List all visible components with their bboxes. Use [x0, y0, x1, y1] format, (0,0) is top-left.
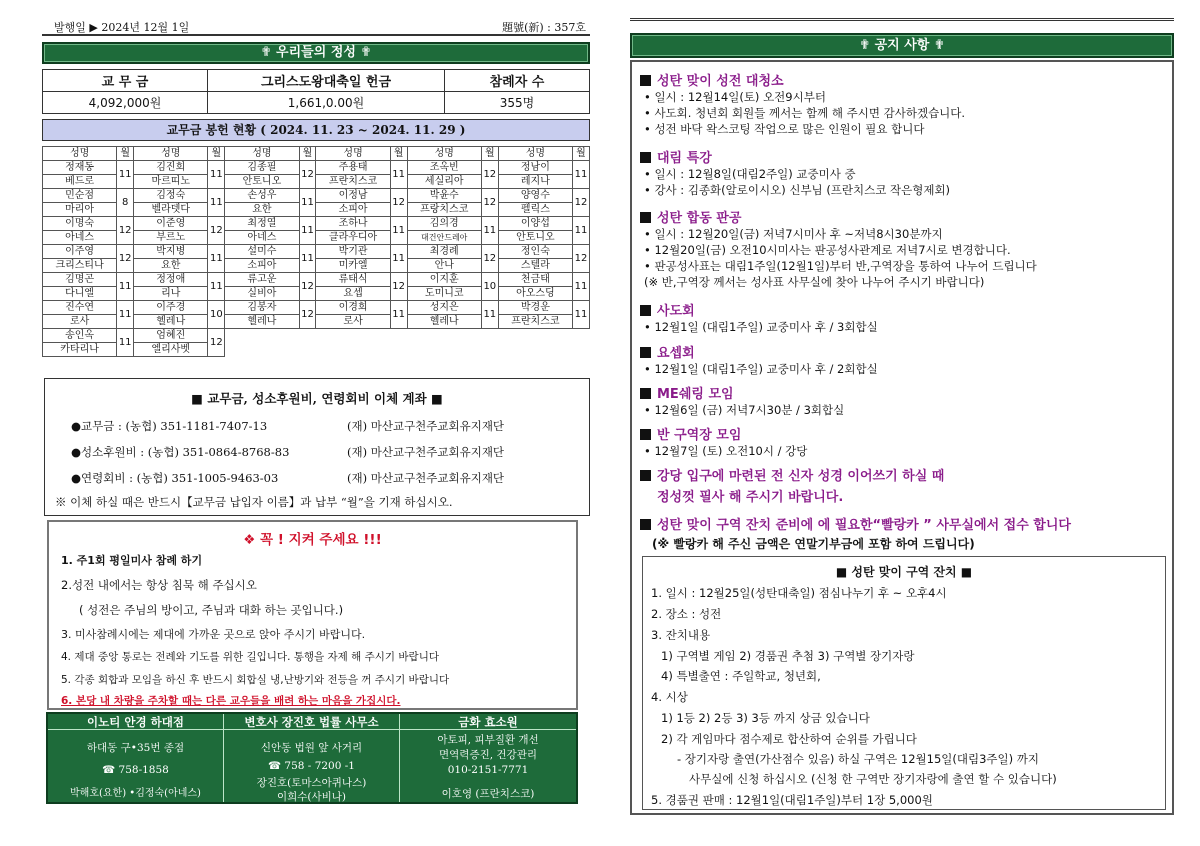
- square-bullet-icon: [640, 429, 651, 440]
- dues-baptismal-name: 프란치스코: [498, 315, 572, 329]
- dues-name: 이정남: [316, 189, 390, 203]
- dues-month: 11: [390, 245, 407, 273]
- feast-line: 1. 일시 : 12월25일(성탄대축일) 점심나누기 후 ~ 오후4시: [651, 586, 947, 600]
- dues-name: 정인숙: [498, 245, 572, 259]
- accounts-title: ■ 교무금, 성소후원비, 연령회비 이체 계좌 ■: [191, 391, 443, 406]
- feast-box: [642, 556, 1166, 810]
- ads-box: [46, 712, 578, 804]
- account-owner: (재) 마산교구천주교회유지재단: [347, 471, 505, 485]
- ad-line: 장진호(토마스아퀴나스): [256, 777, 367, 789]
- notice-line: (※ 빨랑카 해 주신 금액은 연말기부금에 포함 하여 드립니다): [652, 537, 975, 551]
- dues-month: 12: [208, 217, 225, 245]
- feast-line: 2. 장소 : 성전: [651, 607, 722, 621]
- dues-name: 김봉자: [225, 301, 299, 315]
- notice-line: • 일시 : 12월14일(토) 오전9시부터: [644, 90, 826, 104]
- dues-month: 12: [481, 245, 498, 273]
- dues-name: 정정애: [134, 273, 208, 287]
- notice-section-title: ME쉐링 모임: [657, 387, 734, 402]
- dues-baptismal-name: 안토니오: [225, 175, 299, 189]
- rule-item: 5. 각종 회합과 모임을 하신 후 반드시 회합실 냉,난방기와 전등을 꺼 주시기 바랍니다: [61, 674, 450, 686]
- dues-name: 이양섭: [498, 217, 572, 231]
- notice-section: [640, 465, 944, 505]
- dues-name: 류고운: [225, 273, 299, 287]
- rule-item: ( 성전은 주님의 방이고, 주님과 대화 하는 곳입니다.): [79, 603, 344, 617]
- dues-baptismal-name: 요한: [134, 259, 208, 273]
- notice-section-title: 성탄 맞이 성전 대청소: [657, 74, 784, 89]
- square-bullet-icon: [640, 212, 651, 223]
- dues-baptismal-name: 벨라뎃다: [134, 203, 208, 217]
- dues-baptismal-name: 로사: [43, 315, 117, 329]
- dues-baptismal-name: 마리아: [43, 203, 117, 217]
- dues-name: 류태식: [316, 273, 390, 287]
- dues-name: 이명숙: [43, 217, 117, 231]
- ad-line: 면역력증진, 건강관리: [439, 749, 537, 761]
- dues-month: 11: [117, 273, 134, 301]
- dues-empty: [225, 329, 590, 357]
- ad-line: 010-2151-7771: [447, 764, 529, 776]
- rules-title: ❖ 꼭 ! 지켜 주세요 !!!: [243, 532, 382, 548]
- ad-line: 하대동 구•35번 종점: [86, 742, 185, 754]
- dues-baptismal-name: 프랑치스코: [407, 203, 481, 217]
- dues-month: 11: [481, 217, 498, 245]
- dues-name: 설미수: [225, 245, 299, 259]
- dues-month: 11: [117, 301, 134, 329]
- dues-name: 이주경: [134, 301, 208, 315]
- dues-name: 손성우: [225, 189, 299, 203]
- notice-line: (※ 반,구역장 께서는 성사표 사무실에 찾아 나누어 주시기 바랍니다): [644, 275, 985, 289]
- ad-line: 이희수(사비나): [276, 791, 347, 803]
- feast-line: 2) 각 게임마다 점수제로 합산하여 순위를 가립니다: [661, 732, 917, 746]
- notice-title: ✟ 공지 사항 ✟: [630, 33, 1174, 58]
- notice-line: • 12월1일 (대림1주일) 교중미사 후 / 2회합실: [644, 362, 878, 376]
- dues-name: 엄혜진: [134, 329, 208, 343]
- dues-baptismal-name: 펠릭스: [498, 203, 572, 217]
- dues-name: 김진희: [134, 161, 208, 175]
- notice-section-title: 성탄 합동 판공: [657, 211, 742, 226]
- dues-col-name: 성명: [316, 147, 390, 161]
- notice-section-title: 정성껏 필사 해 주시기 바랍니다.: [657, 490, 844, 505]
- feast-line: 4) 특별출연 : 주일학교, 청년회,: [661, 669, 821, 683]
- notice-line: • 12월6일 (금) 저녁7시30분 / 3회합실: [644, 403, 845, 417]
- square-bullet-icon: [640, 388, 651, 399]
- rules-box: [47, 520, 578, 710]
- dues-baptismal-name: 크리스티나: [43, 259, 117, 273]
- dues-baptismal-name: 안토니오: [498, 231, 572, 245]
- dues-baptismal-name: 아오스딩: [498, 287, 572, 301]
- dues-name: 양영수: [498, 189, 572, 203]
- dues-baptismal-name: 마르띠노: [134, 175, 208, 189]
- dues-month: 11: [299, 189, 316, 217]
- dues-baptismal-name: 미카엘: [316, 259, 390, 273]
- dues-baptismal-name: 스텔라: [498, 259, 572, 273]
- notice-line: • 12월7일 (토) 오전10시 / 강당: [644, 444, 808, 458]
- notice-section-title: 강당 입구에 마련된 전 신자 성경 이어쓰기 하실 때: [657, 469, 945, 484]
- notice-section: [640, 147, 950, 198]
- dues-col-name: 성명: [498, 147, 572, 161]
- dues-col-name: 성명: [43, 147, 117, 161]
- dues-month: 11: [481, 301, 498, 329]
- ad-law: [224, 714, 400, 802]
- dues-baptismal-name: 헬레나: [407, 315, 481, 329]
- dues-month: 11: [572, 161, 589, 189]
- accounts-note: ※ 이체 하실 때은 반드시【교무금 납입자 이름】과 납부 “월”을 기재 하십시오.: [55, 495, 453, 509]
- ad-line: 이호영 (프란치스코): [441, 788, 535, 800]
- dues-name: 김종필: [225, 161, 299, 175]
- account-item: ●교무금 : (농협) 351-1181-7407-13: [71, 419, 268, 433]
- dues-month: 11: [572, 301, 589, 329]
- ad-line: 신안동 법원 앞 사거리: [260, 742, 363, 754]
- rule-item: 1. 주1회 평일미사 참례 하기: [61, 554, 203, 567]
- ad-name: 금화 효소원: [400, 714, 576, 730]
- account-owner: (재) 마산교구천주교회유지재단: [347, 445, 505, 459]
- notice-line: • 12월20일(금) 오전10시미사는 판공성사관계로 저녁7시로 변경합니다.: [644, 243, 1011, 257]
- dues-baptismal-name: 안나: [407, 259, 481, 273]
- ad-enzyme: [400, 714, 576, 802]
- dues-baptismal-name: 다니엘: [43, 287, 117, 301]
- dues-month: 12: [299, 161, 316, 189]
- offering-header: 참례자 수: [445, 70, 590, 92]
- dues-baptismal-name: 요셉: [316, 287, 390, 301]
- square-bullet-icon: [640, 347, 651, 358]
- notice-section-title: 요셉회: [657, 346, 695, 361]
- dues-month: 12: [390, 273, 407, 301]
- account-item: ●연령회비 : (농협) 351-1005-9463-03: [71, 471, 279, 485]
- dues-name: 최경례: [407, 245, 481, 259]
- dues-month: 10: [481, 273, 498, 301]
- dues-baptismal-name: 레지나: [498, 175, 572, 189]
- dues-month: 12: [481, 189, 498, 217]
- notice-section-title: 사도회: [657, 304, 695, 319]
- square-bullet-icon: [640, 470, 651, 481]
- accounts-box: [44, 378, 590, 516]
- dues-name: 민순점: [43, 189, 117, 203]
- account-item: ●성소후원비 : (농협) 351-0864-8768-83: [71, 445, 290, 459]
- notice-section: [640, 342, 878, 377]
- dues-month: 11: [208, 273, 225, 301]
- dues-month: 11: [299, 217, 316, 245]
- feast-title: ■ 성탄 맞이 구역 잔치 ■: [835, 565, 973, 579]
- dues-baptismal-name: 실비아: [225, 287, 299, 301]
- dues-name: 이준영: [134, 217, 208, 231]
- dues-month: 11: [117, 329, 134, 357]
- dues-month: 11: [208, 189, 225, 217]
- notice-section-title: 성탄 맞이 구역 잔치 준비에 에 필요한“빨랑카 ” 사무실에서 접수 합니다: [657, 518, 1071, 533]
- dues-title: 교무금 봉헌 현황 ( 2024. 11. 23 ~ 2024. 11. 29 ): [42, 119, 590, 141]
- dues-table: [42, 146, 590, 357]
- dues-month: 11: [572, 217, 589, 245]
- right-top-rule: [630, 18, 1174, 21]
- dues-baptismal-name: 엘리사벳: [134, 343, 208, 357]
- feast-line: - 장기자랑 출연(가산점수 있음) 하실 구역은 12월15일(대림3주일) 까지: [677, 752, 1039, 766]
- ad-line: 아토피, 피부질환 개선: [437, 734, 539, 746]
- feast-line: 4. 시상: [651, 690, 688, 704]
- offering-header: 그리스도왕대축일 헌금: [208, 70, 445, 92]
- dues-col-month: 월: [208, 147, 225, 161]
- dues-name: 박기관: [316, 245, 390, 259]
- feast-line: 3. 잔치내용: [651, 628, 711, 642]
- notice-section: [640, 70, 965, 137]
- notice-section: [640, 383, 844, 418]
- square-bullet-icon: [640, 519, 651, 530]
- dues-baptismal-name: 클라우디아: [316, 231, 390, 245]
- dues-month: 11: [299, 245, 316, 273]
- dues-name: 김정숙: [134, 189, 208, 203]
- dues-name: 김의경: [407, 217, 481, 231]
- square-bullet-icon: [640, 75, 651, 86]
- dues-col-name: 성명: [225, 147, 299, 161]
- dues-name: 이지훈: [407, 273, 481, 287]
- dues-name: 조하나: [316, 217, 390, 231]
- dues-month: 11: [572, 273, 589, 301]
- dues-baptismal-name: 헬레나: [134, 315, 208, 329]
- dues-name: 정남이: [498, 161, 572, 175]
- notice-section: [640, 424, 807, 459]
- dues-name: 김명곤: [43, 273, 117, 287]
- notice-section: [640, 514, 1071, 552]
- offering-value: 355명: [445, 92, 590, 114]
- offering-value: 4,092,000원: [43, 92, 208, 114]
- ad-line: 박해호(요한) •김정숙(아네스): [70, 788, 201, 799]
- notice-section-title: 대림 특강: [657, 151, 712, 166]
- notice-line: • 사도회. 청년회 회원들 께서는 함께 해 주시면 감사하겠습니다.: [644, 106, 966, 120]
- dues-col-month: 월: [481, 147, 498, 161]
- offering-value: 1,661,0.00원: [208, 92, 445, 114]
- dues-baptismal-name: 카타리나: [43, 343, 117, 357]
- dues-name: 정재동: [43, 161, 117, 175]
- ad-name: 변호사 장진호 법률 사무소: [224, 714, 399, 730]
- dues-baptismal-name: 도미니코: [407, 287, 481, 301]
- dues-baptismal-name: 헬레나: [225, 315, 299, 329]
- notice-line: • 성전 바닥 왁스코팅 작업으로 많은 인원이 필요 합니다: [644, 122, 925, 136]
- dues-col-name: 성명: [134, 147, 208, 161]
- dues-month: 12: [299, 273, 316, 301]
- notice-line: • 일시 : 12월8일(대림2주일) 교중미사 중: [644, 167, 856, 181]
- ad-name: 이노티 안경 하대점: [48, 714, 223, 730]
- notice-line: • 강사 : 김종화(알로이시오) 신부님 (프란치스코 작은형제회): [644, 183, 951, 197]
- offering-header: 교 무 금: [43, 70, 208, 92]
- offering-table: [42, 69, 590, 114]
- dues-name: 천금태: [498, 273, 572, 287]
- dues-name: 이주영: [43, 245, 117, 259]
- feast-line: 5. 경품권 판매 : 12월1일(대림1주일)부터 1장 5,000원: [651, 793, 933, 807]
- dues-baptismal-name: 요한: [225, 203, 299, 217]
- dues-baptismal-name: 부르노: [134, 231, 208, 245]
- dues-month: 8: [117, 189, 134, 217]
- rule-item: 3. 미사참례시에는 제대에 가까운 곳으로 앉아 주시기 바랍니다.: [61, 628, 366, 641]
- dues-baptismal-name: 프란치스코: [316, 175, 390, 189]
- dues-month: 11: [208, 161, 225, 189]
- dues-month: 10: [208, 301, 225, 329]
- dues-month: 11: [390, 161, 407, 189]
- dues-name: 성지은: [407, 301, 481, 315]
- rule-item-parking: 6. 본당 내 차량을 주차할 때는 다른 교우들을 배려 하는 마음을 가집시다.: [61, 695, 401, 707]
- dues-col-name: 성명: [407, 147, 481, 161]
- notice-line: • 판공성사표는 대림1주일(12월1일)부터 반,구역장을 통하여 나누어 드립니다: [644, 259, 1037, 273]
- offering-title: ✟ 우리들의 정성 ✟: [42, 42, 590, 64]
- dues-col-month: 월: [117, 147, 134, 161]
- square-bullet-icon: [640, 152, 651, 163]
- notice-line: • 12월1일 (대림1주일) 교중미사 후 / 3회합실: [644, 320, 878, 334]
- notice-line: • 일시 : 12월20일(금) 저녁7시미사 후 ~저녁8시30분까지: [644, 227, 943, 241]
- ad-line: ☎ 758 - 7200 -1: [268, 760, 355, 772]
- dues-col-month: 월: [390, 147, 407, 161]
- dues-name: 조옥빈: [407, 161, 481, 175]
- feast-line: 1) 1등 2) 2등 3) 3등 까지 상금 있습니다: [661, 711, 870, 725]
- dues-name: 송인옥: [43, 329, 117, 343]
- issue-number: 題號(新) : 357호: [502, 21, 586, 34]
- dues-baptismal-name: 리나: [134, 287, 208, 301]
- dues-name: 박지병: [134, 245, 208, 259]
- dues-baptismal-name: 세실리아: [407, 175, 481, 189]
- notice-section-title: 반 구역장 모임: [657, 428, 742, 443]
- dues-col-month: 월: [299, 147, 316, 161]
- square-bullet-icon: [640, 305, 651, 316]
- dues-month: 11: [390, 217, 407, 245]
- dues-name: 박윤수: [407, 189, 481, 203]
- ad-optical: [48, 714, 224, 802]
- dues-month: 12: [481, 161, 498, 189]
- notice-section: [640, 207, 1037, 290]
- dues-baptismal-name: 소피아: [225, 259, 299, 273]
- dues-col-month: 월: [572, 147, 589, 161]
- issue-header: [42, 18, 590, 36]
- rule-item: 4. 제대 중앙 통로는 전례와 기도를 위한 길입니다. 통행을 자제 해 주시기 바랍니다: [61, 651, 439, 663]
- dues-month: 12: [390, 189, 407, 217]
- notice-section: [640, 300, 878, 335]
- dues-month: 12: [572, 245, 589, 273]
- dues-name: 박경운: [498, 301, 572, 315]
- dues-month: 12: [299, 301, 316, 329]
- feast-line: 사무실에 신청 하십시오 (신청 한 구역만 장기자랑에 출연 할 수 있습니다): [689, 772, 1057, 786]
- dues-month: 12: [208, 329, 225, 357]
- rule-item: 2.성전 내에서는 항상 침묵 해 주십시오: [61, 578, 257, 592]
- dues-month: 11: [390, 301, 407, 329]
- dues-month: 11: [117, 161, 134, 189]
- dues-name: 이경희: [316, 301, 390, 315]
- dues-name: 최정열: [225, 217, 299, 231]
- dues-month: 12: [572, 189, 589, 217]
- dues-baptismal-name: 아네스: [43, 231, 117, 245]
- feast-line: 1) 구역별 게임 2) 경품권 추첨 3) 구역별 장기자랑: [661, 649, 915, 663]
- dues-baptismal-name: 로사: [316, 315, 390, 329]
- issue-date: 발행일 ▶ 2024년 12월 1일: [54, 21, 190, 34]
- dues-baptismal-name: 대건안드레아: [407, 231, 481, 245]
- dues-baptismal-name: 베드로: [43, 175, 117, 189]
- dues-month: 12: [117, 217, 134, 245]
- dues-month: 12: [117, 245, 134, 273]
- dues-name: 주용태: [316, 161, 390, 175]
- dues-baptismal-name: 아네스: [225, 231, 299, 245]
- dues-month: 11: [208, 245, 225, 273]
- dues-name: 진수연: [43, 301, 117, 315]
- account-owner: (재) 마산교구천주교회유지재단: [347, 419, 505, 433]
- ad-line: ☎ 758-1858: [102, 764, 169, 776]
- dues-baptismal-name: 소피아: [316, 203, 390, 217]
